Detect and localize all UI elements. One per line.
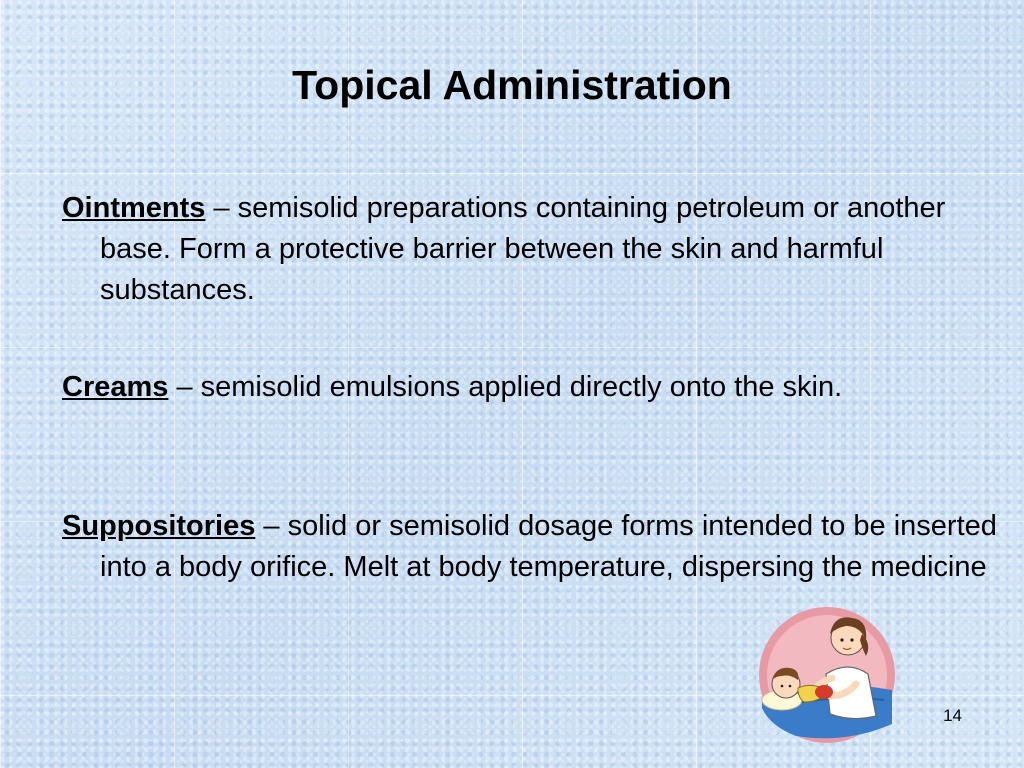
caregiver-illustration-icon (756, 604, 898, 746)
definition-suppositories (62, 506, 1000, 588)
term-ointments: Ointments (62, 192, 206, 224)
description-suppositories: – solid or semisolid dosage forms intended to be inserted into a body orifice. Melt at body temperature, dispersing the medicine (100, 510, 997, 583)
term-creams: Creams (62, 371, 169, 403)
slide-title: Topical Administration (292, 62, 732, 108)
description-ointments: – semisolid preparations containing petroleum or another base. Form a protective barrier between the skin and harmful substances. (100, 192, 946, 306)
term-suppositories: Suppositories (62, 510, 256, 542)
definition-ointments (62, 188, 1000, 311)
description-creams: – semisolid emulsions applied directly onto the skin. (168, 371, 843, 403)
page-number: 14 (943, 706, 962, 725)
definition-creams (62, 367, 1000, 408)
caregiver-with-child-illustration (756, 604, 898, 746)
